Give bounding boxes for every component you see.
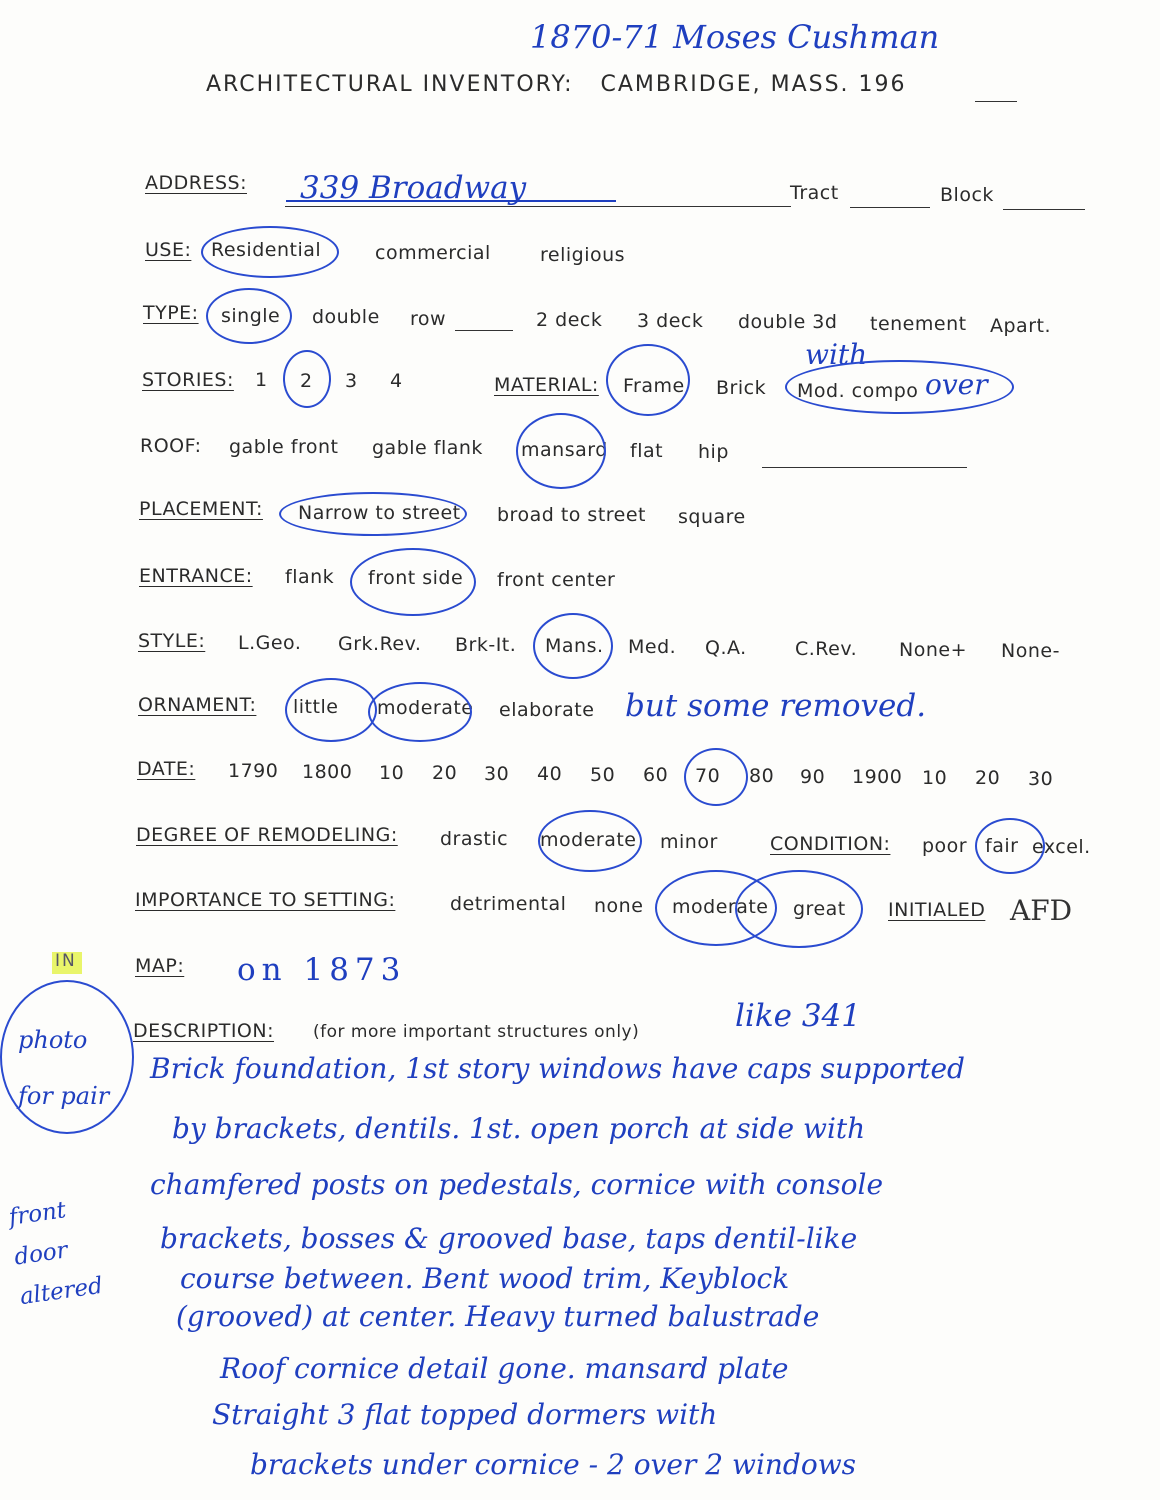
tract-label: Tract	[790, 182, 839, 204]
condition-option-fair: fair	[985, 835, 1019, 857]
description-line: by brackets, dentils. 1st. open porch at side with	[172, 1112, 866, 1145]
date-option: 30	[484, 763, 510, 785]
style-option-med: Med.	[628, 636, 677, 658]
selection-circle	[206, 288, 292, 344]
type-option-3-deck: 3 deck	[637, 310, 704, 332]
selection-circle	[735, 870, 863, 948]
stories-option-2: 2	[300, 370, 313, 392]
style-option-brkit: Brk-It.	[455, 634, 517, 656]
description-line: (grooved) at center. Heavy turned balustrade	[176, 1300, 820, 1333]
use-option-residential: Residential	[211, 239, 322, 261]
type-option-tenement: tenement	[870, 313, 967, 335]
description-hint: (for more important structures only)	[313, 1022, 640, 1042]
map-label: MAP:	[135, 955, 185, 977]
type-option-row: row	[410, 308, 447, 330]
date-option: 20	[432, 762, 458, 784]
year-blank	[975, 101, 1017, 102]
roof-option-flat: flat	[630, 440, 664, 462]
initialed-value: AFD	[1010, 894, 1073, 927]
description-line: brackets, bosses & grooved base, taps dentil-like	[160, 1222, 858, 1255]
condition-option-poor: poor	[922, 835, 968, 857]
placement-option-narrow: Narrow to street	[298, 502, 461, 524]
material-label: MATERIAL:	[494, 374, 599, 396]
importance-label: IMPORTANCE TO SETTING:	[135, 889, 396, 911]
selection-circle	[533, 613, 613, 679]
remodeling-option-moderate: moderate	[540, 829, 637, 851]
description-line: brackets under cornice - 2 over 2 windows	[250, 1448, 857, 1481]
address-strikethrough	[286, 200, 616, 202]
roof-option-hip: hip	[698, 441, 729, 463]
type-blank	[455, 330, 513, 331]
description-line: course between. Bent wood trim, Keyblock	[180, 1262, 790, 1295]
entrance-option-flank: flank	[285, 566, 335, 588]
style-option-grkrev: Grk.Rev.	[338, 633, 422, 655]
map-flag: IN	[55, 951, 77, 971]
roof-label: ROOF:	[140, 435, 202, 457]
description-note: like 341	[735, 998, 861, 1034]
block-line	[1003, 209, 1085, 210]
description-label: DESCRIPTION:	[133, 1020, 275, 1042]
map-value: on 1873	[237, 952, 407, 988]
placement-option-broad: broad to street	[497, 504, 647, 526]
date-option: 50	[590, 764, 616, 786]
ornament-label: ORNAMENT:	[138, 694, 257, 716]
type-option-single: single	[221, 305, 281, 327]
style-option-lgeo: L.Geo.	[238, 632, 302, 654]
description-line: Straight 3 flat topped dormers with	[212, 1398, 718, 1431]
type-option-apart: Apart.	[990, 315, 1052, 337]
date-label: DATE:	[137, 758, 196, 780]
entrance-option-front-center: front center	[497, 569, 616, 591]
use-label: USE:	[145, 239, 192, 261]
selection-circle	[785, 360, 1014, 414]
date-option: 1790	[228, 760, 279, 782]
ornament-note: but some removed.	[625, 688, 927, 724]
selection-circle	[538, 810, 642, 872]
selection-circle	[279, 492, 467, 536]
ornament-option-little: little	[293, 696, 339, 718]
date-option: 1900	[852, 766, 903, 788]
description-side-note-photo: photo for pair	[18, 1026, 110, 1110]
date-option: 10	[922, 767, 948, 789]
block-label: Block	[940, 184, 994, 206]
selection-circle	[606, 344, 690, 416]
description-line: Roof cornice detail gone. mansard plate	[220, 1352, 789, 1385]
use-option-religious: religious	[540, 244, 626, 266]
date-option: 90	[800, 766, 826, 788]
condition-option-excel: excel.	[1032, 836, 1091, 858]
material-option-brick: Brick	[716, 377, 767, 399]
remodeling-option-minor: minor	[660, 831, 718, 853]
condition-label: CONDITION:	[770, 833, 891, 855]
importance-option-none: none	[594, 895, 644, 917]
style-option-mans: Mans.	[545, 635, 604, 657]
roof-option-mansard: mansard	[521, 439, 608, 461]
tract-line	[850, 207, 930, 208]
stories-option-4: 4	[390, 370, 403, 392]
type-label: TYPE:	[143, 302, 199, 324]
description-line: Brick foundation, 1st story windows have caps supported	[150, 1052, 965, 1085]
material-option-mod-compo: Mod. compo	[797, 380, 919, 402]
entrance-label: ENTRANCE:	[139, 565, 253, 587]
ornament-option-moderate: moderate	[377, 697, 474, 719]
style-option-none-minus: None-	[1001, 640, 1060, 662]
remodeling-option-drastic: drastic	[440, 828, 509, 850]
importance-option-moderate: moderate	[672, 896, 769, 918]
selection-circle	[283, 350, 331, 408]
date-option: 1800	[302, 761, 353, 783]
material-note-with: with	[805, 338, 868, 371]
initialed-label: INITIALED	[888, 899, 986, 921]
style-option-none-plus: None+	[899, 639, 967, 661]
date-option: 80	[749, 765, 775, 787]
importance-option-detrimental: detrimental	[450, 893, 567, 915]
style-option-crev: C.Rev.	[795, 638, 858, 660]
roof-option-gable-front: gable front	[229, 436, 339, 458]
date-option: 30	[1028, 768, 1054, 790]
description-line: chamfered posts on pedestals, cornice with console	[150, 1168, 884, 1201]
remodeling-label: DEGREE OF REMODELING:	[136, 824, 398, 846]
type-option-2-deck: 2 deck	[536, 309, 603, 331]
selection-circle	[201, 226, 339, 278]
type-option-double-3d: double 3d	[738, 311, 838, 333]
form-title: ARCHITECTURAL INVENTORY: CAMBRIDGE, MASS. 196	[206, 72, 907, 97]
description-side-note-front-door: front door altered	[7, 1197, 105, 1311]
date-option: 60	[643, 764, 669, 786]
address-value: 339 Broadway	[300, 170, 527, 206]
date-option: 20	[975, 767, 1001, 789]
material-note-over: over	[925, 368, 988, 401]
importance-option-great: great	[793, 898, 846, 920]
placement-option-square: square	[678, 506, 746, 528]
selection-circle	[368, 682, 472, 742]
entrance-option-front-side: front side	[368, 567, 464, 589]
stories-option-1: 1	[255, 369, 268, 391]
address-label: ADDRESS:	[145, 172, 247, 194]
style-option-qa: Q.A.	[705, 637, 747, 659]
roof-option-gable-flank: gable flank	[372, 437, 483, 459]
selection-circle	[0, 980, 134, 1134]
date-option: 10	[379, 762, 405, 784]
stories-option-3: 3	[345, 370, 358, 392]
header-handwritten-note: 1870-71 Moses Cushman	[530, 18, 940, 56]
selection-circle	[285, 678, 377, 742]
stories-label: STORIES:	[142, 369, 234, 391]
placement-label: PLACEMENT:	[139, 498, 263, 520]
material-option-frame: Frame	[623, 375, 685, 397]
selection-circle	[350, 548, 476, 616]
selection-circle	[975, 818, 1045, 874]
roof-blank	[762, 467, 967, 468]
type-option-double: double	[312, 306, 380, 328]
ornament-option-elaborate: elaborate	[499, 699, 595, 721]
address-line	[285, 206, 791, 207]
date-option: 40	[537, 763, 563, 785]
date-option-selected: 70	[695, 765, 721, 787]
style-label: STYLE:	[138, 630, 206, 652]
use-option-commercial: commercial	[375, 242, 491, 264]
selection-circle	[684, 748, 748, 806]
selection-circle	[516, 413, 606, 489]
